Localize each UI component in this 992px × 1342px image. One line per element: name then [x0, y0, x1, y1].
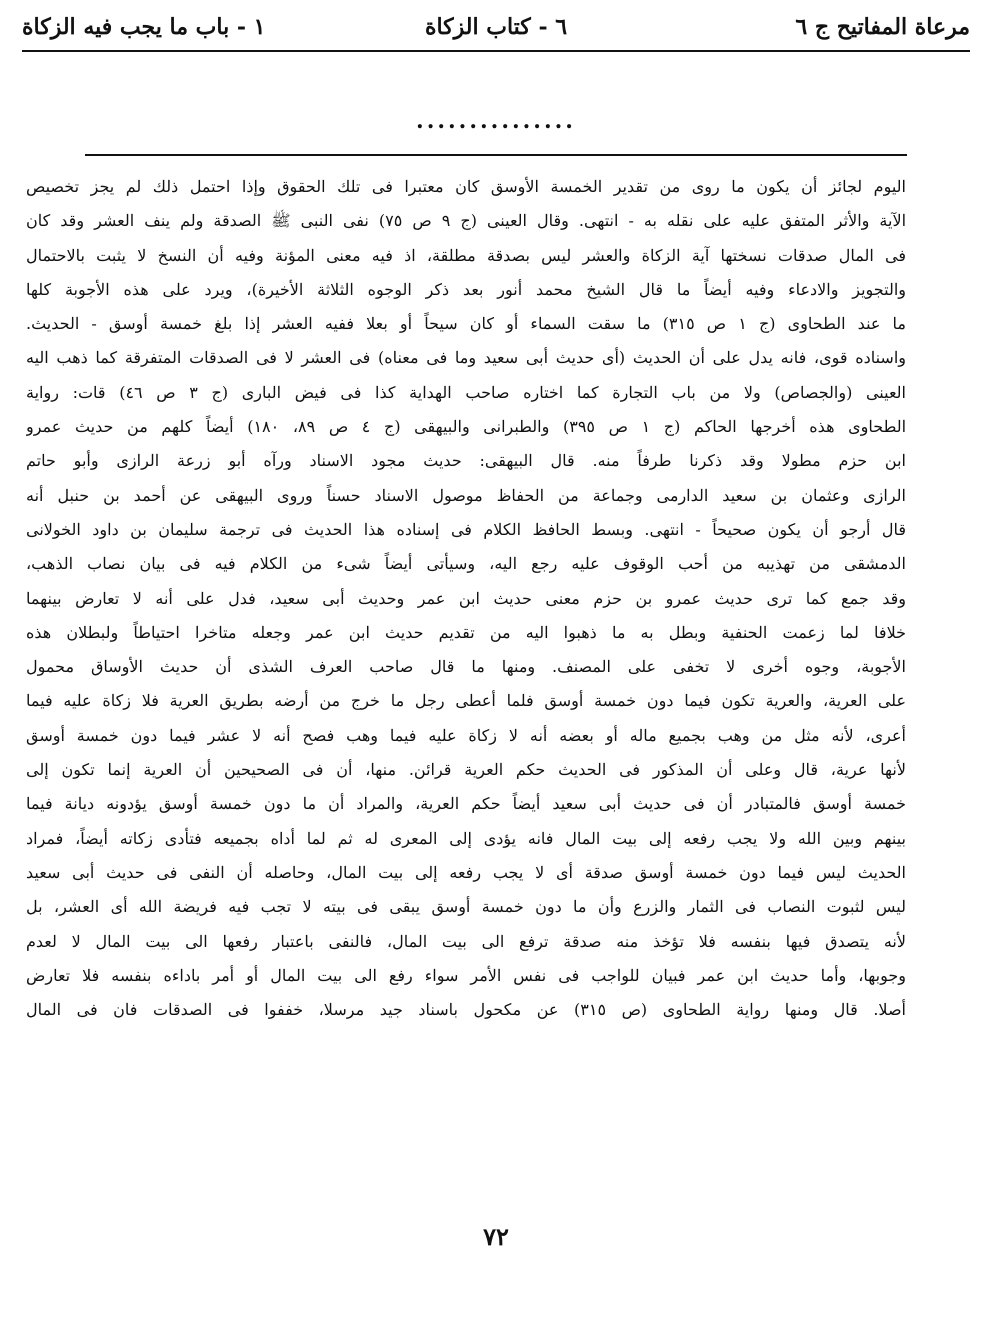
text-line: اليوم لجائز أن يكون ما روى من تقدير الخمسة الأوسق كان معتبرا فى تلك الحقوق وإذا احتمل ذلك لم يجز تخصيص [26, 177, 906, 196]
page-body-text [26, 170, 906, 1200]
text-line: خلافا لما زعمت الحنفية وبطل به ما ذهبوا اليه من تقديم حديث ابن عمر وجعله متاخرا احتياطاً ولبطلان هذه [26, 622, 906, 642]
text-line: الدمشقى من تهذيبه من أحب الوقوف عليه رجع اليه، وسيأتى أيضاً شىء من الكلام فيه فى بيان نصاب الذهب، [26, 554, 906, 574]
text-line: ليس لثبوت النصاب فى الثمار والزرع وأن ما دون خمسة أوسق يبقى فى بيته لا تجب فيه فريضة الله أى العشر، بل [26, 897, 906, 917]
text-line: العينى (والجصاص) ولا من باب التجارة كما اختاره صاحب الهداية كذا فى فيض البارى (ج ٣ ص ٤٦) قات: رواية [26, 382, 906, 402]
text-line: وجوبها، وأما حديث ابن عمر فبيان للواجب فى نفس الأمر سواء رفع الى بيت المال أو أمر باداءه بنفسه فلا تعارض [26, 965, 906, 985]
ornamental-separator: ............... [416, 108, 576, 134]
page-number: ٧٢ [483, 1222, 509, 1251]
text-line: وقد جمع كما ترى حديث عمرو بن حزم معنى حديث ابن عمر وحديث أبى سعيد، فدل على أنه لا تعارض بينهما [26, 588, 906, 608]
header-chapter-title: ٦ - كتاب الزكاة [424, 14, 568, 40]
text-line: والتجويز والادعاء وفيه أيضاً ما قال الشيخ محمد أنور بعد ذكر الوجوه الثلاثة الأخيرة)، ويرد على هذه الأجوبة كلها [26, 279, 906, 299]
text-line: ما عند الطحاوى (ج ١ ص ٣١٥) ما سقت السماء أو كان سيحاً أو بعلا ففيه العشر إذا بلغ خمسة أوسق - الحديث. [26, 314, 906, 334]
text-line: الآية والأثر المتفق عليه على نقله به - انتهى. وقال العينى (ج ٩ ص ٧٥) نفى النبى ﷺ الصدقة ولم ينف العشر وقد كان [26, 211, 906, 231]
text-line: لأنه يتصدق فيها بنفسه فلا تؤخذ منه صدقة ترفع الى بيت المال، فالنفى باعتبار رفعها الى بيت المال لا لعدم [26, 931, 906, 951]
header-book-title: مرعاة المفاتيح ج ٦ [795, 14, 970, 40]
header-divider [22, 50, 970, 52]
text-line: خمسة أوسق فالمتبادر أن فى حديث أبى سعيد أيضاً حكم العرية، والمراد أن ما دون خمسة أوسق يؤدونه ديانة فيما [26, 794, 906, 814]
text-line: الطحاوى هذه أخرجها الحاكم (ج ١ ص ٣٩٥) والطبرانى والبيهقى (ج ٤ ص ٨٩، ١٨٠) أيضاً كلهم من حديث عمرو [26, 417, 906, 437]
text-line: قال أرجو أن يكون صحيحاً - انتهى. وبسط الحافظ الكلام فى إسناده هذا الحديث فى ترجمة سليمان بن داود الخولانى [26, 519, 906, 539]
header-section-title: ١ - باب ما يجب فيه الزكاة [22, 14, 266, 40]
text-line: واسناده قوى، فانه يدل على أن الحديث (أى حديث أبى سعيد وما فى معناه) فى العشر لا فى الصدقات المتفرقة كما ذهب اليه [26, 348, 906, 368]
text-line: الرازى وعثمان بن سعيد الدارمى وجماعة من الحفاظ موصول الاسناد حسناً وروى البيهقى عن أحمد بن حنبل أنه [26, 485, 906, 505]
text-line: بينهم وبين الله ولا يجب رفعه إلى بيت المال فانه يؤدى إلى المعرى له ثم لما أداه بجميعه فتأدى زكاته أيضاً، فمراد [26, 828, 906, 848]
text-line: على العرية، والعرية تكون فيما دون خمسة أوسق فلما أعطى رجل ما خرج من أرضه بطريق العرية فلا زكاة عليه فيما [26, 691, 906, 711]
text-line: ابن حزم مطولا وقد ذكرنا طرفاً منه. قال البيهقى: حديث مجود الاسناد ورآه أبو زرعة الرازى وأبو حاتم [26, 451, 906, 471]
text-line: الحديث ليس فيما دون خمسة أوسق صدقة أى لا يجب رفعه إلى بيت المال، وحاصله أن النفى فى حديث أبى سعيد [26, 862, 906, 882]
text-line: الأجوبة، وجوه أخرى لا تخفى على المصنف. ومنها ما قال صاحب العرف الشذى أن حديث الأوساق محمول [26, 657, 906, 677]
text-line: فى المال صدقات نسختها آية الزكاة والعشر ليس بصدقة مطلقة، اذ فيه معنى المؤنة وفيه أن النسخ لا يثبت بالاحتمال [26, 245, 906, 265]
running-header [22, 10, 970, 50]
text-line: أعرى، لأنه مثل من وهب بجميع ماله أو بعضه أنه لا زكاة عليه فيما وهب فصح أنه لا عشر فيما دون خمسة أوسق [26, 725, 906, 745]
body-divider [85, 154, 907, 156]
text-line: أصلا. قال ومنها رواية الطحاوى (ص ٣١٥) عن مكحول باسناد جيد مرسلا، خففوا فى الصدقات فان فى المال [26, 1000, 906, 1020]
text-line: لأنها عرية، قال وعلى أن المذكور فى الحديث حكم العرية قرائن. منها، أن فى الصحيحين أن العرية إنما تكون إلى [26, 760, 906, 780]
